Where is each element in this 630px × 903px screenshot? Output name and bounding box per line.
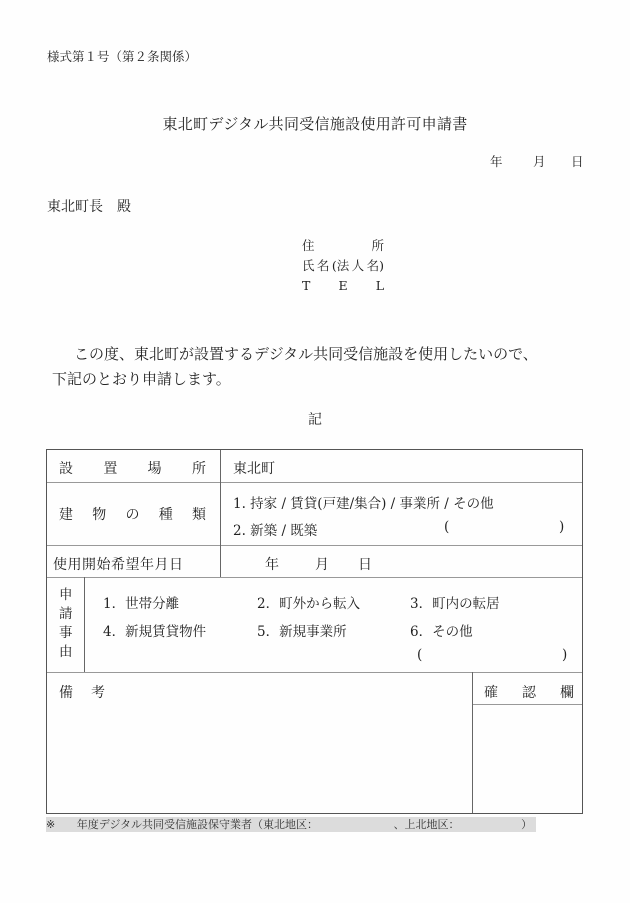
reason-paren-open: ( bbox=[417, 647, 423, 663]
building-type-label: 建 物 の 種 類 bbox=[59, 507, 206, 523]
reason-option-1[interactable]: 1．世帯分離 bbox=[103, 596, 180, 612]
name-label: 氏 名 (法 人 名) bbox=[302, 258, 384, 273]
ki-heading: 記 bbox=[308, 412, 322, 428]
request-statement: この度、東北町が設置するデジタル共同受信施設を使用したいので、 下記のとおり申請します。 bbox=[52, 345, 538, 388]
reason-label: 申 請 事 由 bbox=[59, 587, 73, 660]
start-date-year[interactable]: 年 bbox=[265, 557, 279, 573]
reason-option-2[interactable]: 2．町外から転入 bbox=[257, 596, 361, 612]
document-title: 東北町デジタル共同受信施設使用許可申請書 bbox=[162, 115, 468, 133]
applicant-block bbox=[302, 236, 384, 296]
reason-option-5[interactable]: 5．新規事業所 bbox=[257, 624, 347, 640]
date-day-label: 日 bbox=[571, 154, 584, 169]
date-month-label: 月 bbox=[533, 154, 546, 169]
location-label: 設 置 場 所 bbox=[59, 461, 206, 477]
confirmation-area bbox=[474, 707, 582, 811]
form-number: 様式第１号（第２条関係） bbox=[47, 49, 198, 64]
reason-option-3[interactable]: 3．町内の転居 bbox=[410, 596, 500, 612]
remarks-label: 備 考 bbox=[59, 685, 105, 701]
start-date-day[interactable]: 日 bbox=[358, 557, 372, 573]
address-label: 住 所 bbox=[302, 238, 384, 253]
reason-option-6[interactable]: 6．その他 bbox=[410, 624, 473, 640]
start-date-month[interactable]: 月 bbox=[315, 557, 329, 573]
reason-option-4[interactable]: 4．新規賃貸物件 bbox=[103, 624, 207, 640]
reason-paren-close: ) bbox=[562, 647, 568, 663]
tel-label: T E L bbox=[302, 278, 384, 293]
application-table bbox=[46, 449, 583, 814]
confirmation-label: 確 認 欄 bbox=[484, 685, 574, 701]
start-date-label: 使用開始希望年月日 bbox=[53, 557, 184, 573]
addressee: 東北町長 殿 bbox=[47, 199, 131, 215]
building-type-option-1[interactable]: 1. 持家 / 賃貸(戸建/集合) / 事業所 / その他 bbox=[233, 496, 494, 512]
building-type-paren-open: ( bbox=[444, 519, 450, 535]
location-value: 東北町 bbox=[233, 461, 275, 477]
building-type-option-2[interactable]: 2. 新築 / 既築 bbox=[233, 523, 318, 539]
note-mark: ※ bbox=[46, 818, 56, 831]
remarks-area[interactable] bbox=[47, 706, 470, 811]
building-type-paren-close: ) bbox=[559, 519, 565, 535]
footnote: ※ 年度デジタル共同受信施設保守業者（東北地区： 、上北地区： ） bbox=[46, 817, 536, 832]
date-year-label: 年 bbox=[490, 154, 503, 169]
